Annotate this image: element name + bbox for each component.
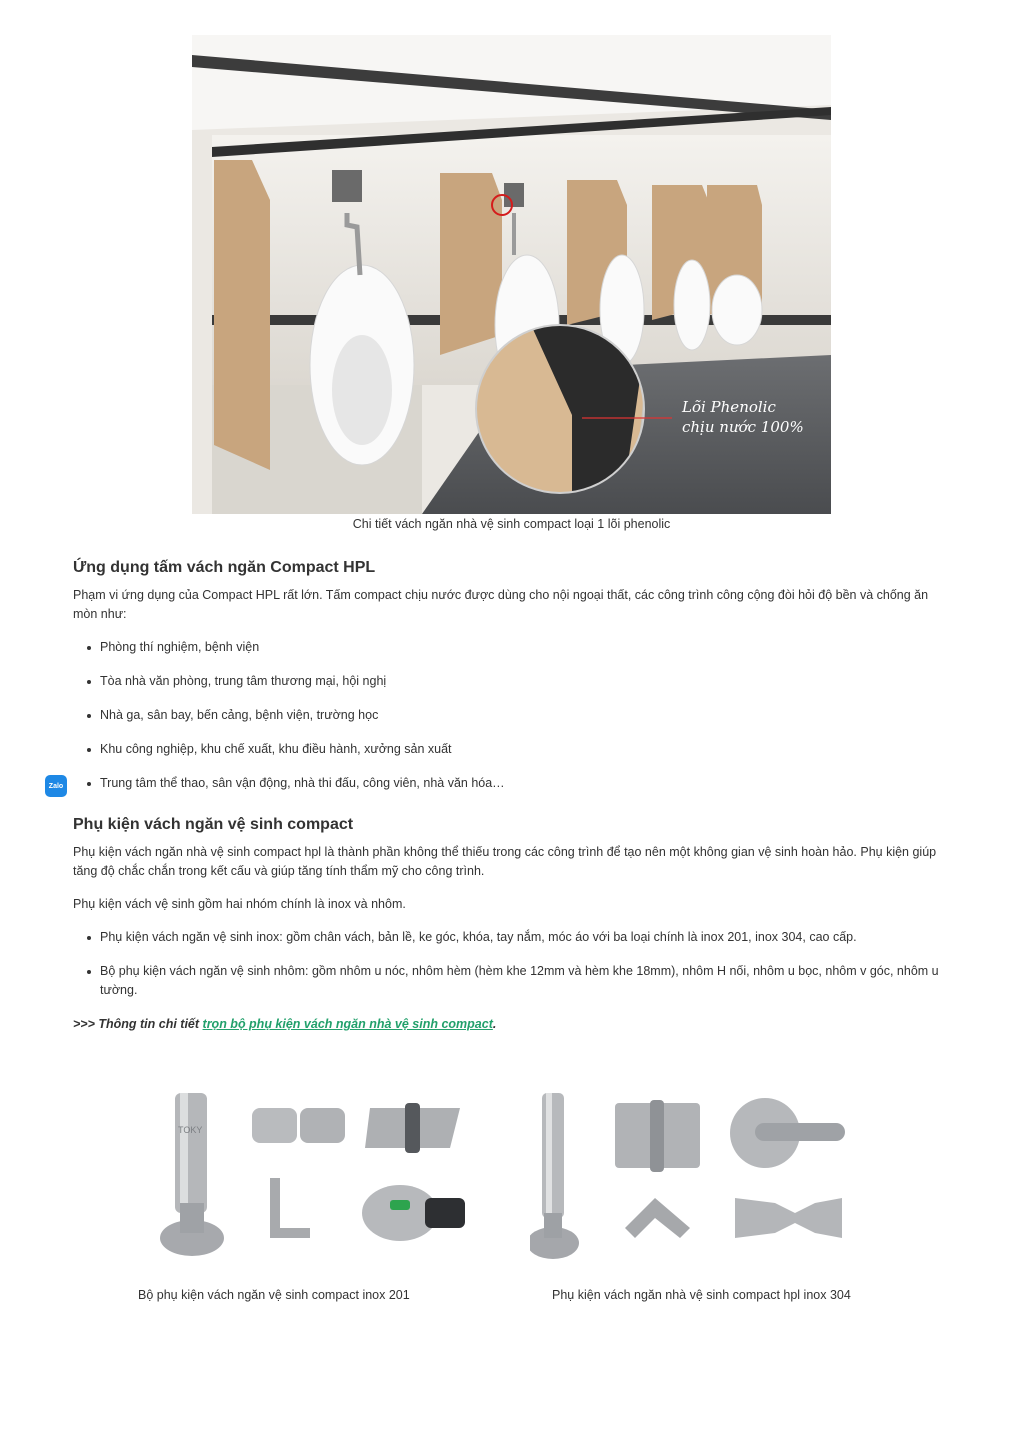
inox-201-accessories-photo [150, 1078, 480, 1263]
list-item: Trung tâm thể thao, sân vận động, nhà thi đấu, công viên, nhà văn hóa… [73, 774, 953, 793]
accessories-list [73, 928, 953, 1000]
applications-intro: Phạm vi ứng dụng của Compact HPL rất lớn. Tấm compact chịu nước được dùng cho nội ngoại thất, các công trình công cộng đòi hỏi độ bền và chống ăn mòn như: [73, 588, 929, 621]
section-heading-accessories: Phụ kiện vách ngăn vệ sinh compact [73, 816, 354, 833]
more-info-suffix: . [492, 1017, 497, 1031]
list-item: Khu công nghiệp, khu chế xuất, khu điều hành, xưởng sản xuất [73, 740, 953, 759]
zalo-chat-button[interactable] [45, 775, 67, 797]
more-info-line [73, 1015, 953, 1034]
restroom-partition-photo [192, 35, 831, 514]
list-item: Nhà ga, sân bay, bến cảng, bệnh viện, trường học [73, 706, 953, 725]
overlay-line1: Lõi Phenolic [682, 398, 776, 416]
accessories-caption-right: Phụ kiện vách ngăn nhà vệ sinh compact hpl inox 304 [552, 1288, 851, 1302]
section-heading-applications: Ứng dụng tấm vách ngăn Compact HPL [73, 559, 376, 576]
hero-figure [192, 35, 831, 532]
hero-caption: Chi tiết vách ngăn nhà vệ sinh compact loại 1 lõi phenolic [352, 517, 671, 531]
inox-304-accessories-photo [530, 1078, 860, 1263]
accessories-paragraph-1: Phụ kiện vách ngăn nhà vệ sinh compact hpl là thành phần không thể thiếu trong các công trình để tạo nên một không gian vệ sinh hoàn hảo. Phụ kiện giúp tăng độ chắc chắn trong kết cấu và giúp tăng tính thẩm mỹ cho công trình. [73, 845, 937, 878]
list-item: Bộ phụ kiện vách ngăn vệ sinh nhôm: gồm nhôm u nóc, nhôm hèm (hèm khe 12mm và hèm khe 18mm), nhôm H nối, nhôm u bọc, nhôm v góc, nhôm u tường. [73, 962, 953, 1000]
applications-list [73, 638, 953, 793]
accessories-caption-left: Bộ phụ kiện vách ngăn vệ sinh compact inox 201 [138, 1288, 410, 1302]
list-item: Tòa nhà văn phòng, trung tâm thương mại, hội nghị [73, 672, 953, 691]
list-item: Phụ kiện vách ngăn vệ sinh inox: gồm chân vách, bản lề, ke góc, khóa, tay nắm, móc áo với ba loại chính là inox 201, inox 304, cao cấp. [73, 928, 953, 947]
article-content [73, 556, 953, 1048]
more-info-prefix: >>> Thông tin chi tiết [73, 1017, 203, 1031]
accessories-paragraph-2: Phụ kiện vách vệ sinh gồm hai nhóm chính là inox và nhôm. [73, 897, 406, 911]
accessories-link[interactable]: trọn bộ phụ kiện vách ngăn nhà vệ sinh compact [202, 1017, 493, 1031]
list-item: Phòng thí nghiệm, bệnh viện [73, 638, 953, 657]
brand-mark: TOKY [178, 1125, 203, 1135]
zalo-label: Zalo [48, 782, 64, 790]
overlay-line2: chịu nước 100% [682, 418, 804, 436]
